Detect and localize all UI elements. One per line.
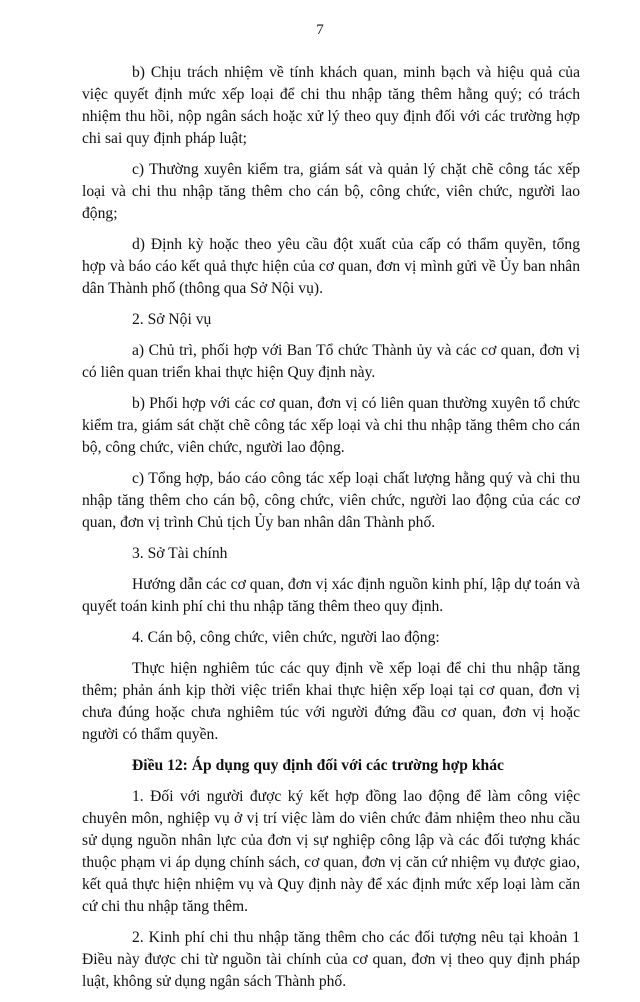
paragraph-4: Thực hiện nghiêm túc các quy định về xếp loại để chi thu nhập tăng thêm; phản ánh kịp thời việc triển khai thực hiện xếp loại tại cơ quan, đơn vị chưa đúng hoặc chưa nghiêm túc với người đứng đầu cơ quan, đơn vị hoặc người có thẩm quyền. xyxy=(82,660,580,743)
section-so-noi-vu: 2. Sở Nội vụ xyxy=(132,311,212,328)
paragraph-1c: c) Thường xuyên kiểm tra, giám sát và quản lý chặt chẽ công tác xếp loại và chi thu nhập tăng thêm cho cán bộ, công chức, viên chức, người lao động; xyxy=(82,161,580,222)
article-12-clause-1: 1. Đối với người được ký kết hợp đồng lao động để làm công việc chuyên môn, nghiệp vụ ở vị trí việc làm do viên chức đảm nhiệm theo nhu cầu sử dụng nguồn nhân lực của đơn vị sự nghiệp công lập và các đối tượng khác thuộc phạm vi áp dụng chính sách, cơ quan, đơn vị căn cứ nhiệm vụ được giao, kết quả thực hiện nhiệm vụ và Quy định này để xác định mức xếp loại làm căn cứ chi thu nhập tăng thêm. xyxy=(82,788,580,915)
page-number: 7 xyxy=(316,22,324,38)
paragraph-2a: a) Chủ trì, phối hợp với Ban Tổ chức Thành ủy và các cơ quan, đơn vị có liên quan triển khai thực hiện Quy định này. xyxy=(82,342,580,381)
paragraph-1b: b) Chịu trách nhiệm về tính khách quan, minh bạch và hiệu quả của việc quyết định mức xếp loại để chi thu nhập tăng thêm hằng quý; có trách nhiệm thu hồi, nộp ngân sách hoặc xử lý theo quy định đối với các trường hợp chi sai quy định pháp luật; xyxy=(82,64,580,147)
section-so-tai-chinh: 3. Sở Tài chính xyxy=(132,545,228,562)
paragraph-1d: d) Định kỳ hoặc theo yêu cầu đột xuất của cấp có thẩm quyền, tổng hợp và báo cáo kết quả thực hiện của cơ quan, đơn vị mình gửi về Ủy ban nhân dân Thành phố (thông qua Sở Nội vụ). xyxy=(82,236,580,297)
paragraph-2c: c) Tổng hợp, báo cáo công tác xếp loại chất lượng hằng quý và chi thu nhập tăng thêm cho cán bộ, công chức, viên chức, người lao động của các cơ quan, đơn vị trình Chủ tịch Ủy ban nhân dân Thành phố. xyxy=(82,470,580,531)
section-can-bo: 4. Cán bộ, công chức, viên chức, người lao động: xyxy=(132,629,440,646)
paragraph-3: Hướng dẫn các cơ quan, đơn vị xác định nguồn kinh phí, lập dự toán và quyết toán kinh phí chi thu nhập tăng thêm theo quy định. xyxy=(82,576,580,615)
paragraph-2b: b) Phối hợp với các cơ quan, đơn vị có liên quan thường xuyên tổ chức kiểm tra, giám sát chặt chẽ công tác xếp loại và chi thu nhập tăng thêm cho cán bộ, công chức, viên chức, người lao động. xyxy=(82,395,580,456)
article-12-heading: Điều 12: Áp dụng quy định đối với các trường hợp khác xyxy=(132,757,504,774)
article-12-clause-2: 2. Kinh phí chi thu nhập tăng thêm cho các đối tượng nêu tại khoản 1 Điều này được chi từ nguồn tài chính của cơ quan, đơn vị theo quy định pháp luật, không sử dụng ngân sách Thành phố. xyxy=(82,929,580,990)
document-body xyxy=(82,62,580,1002)
